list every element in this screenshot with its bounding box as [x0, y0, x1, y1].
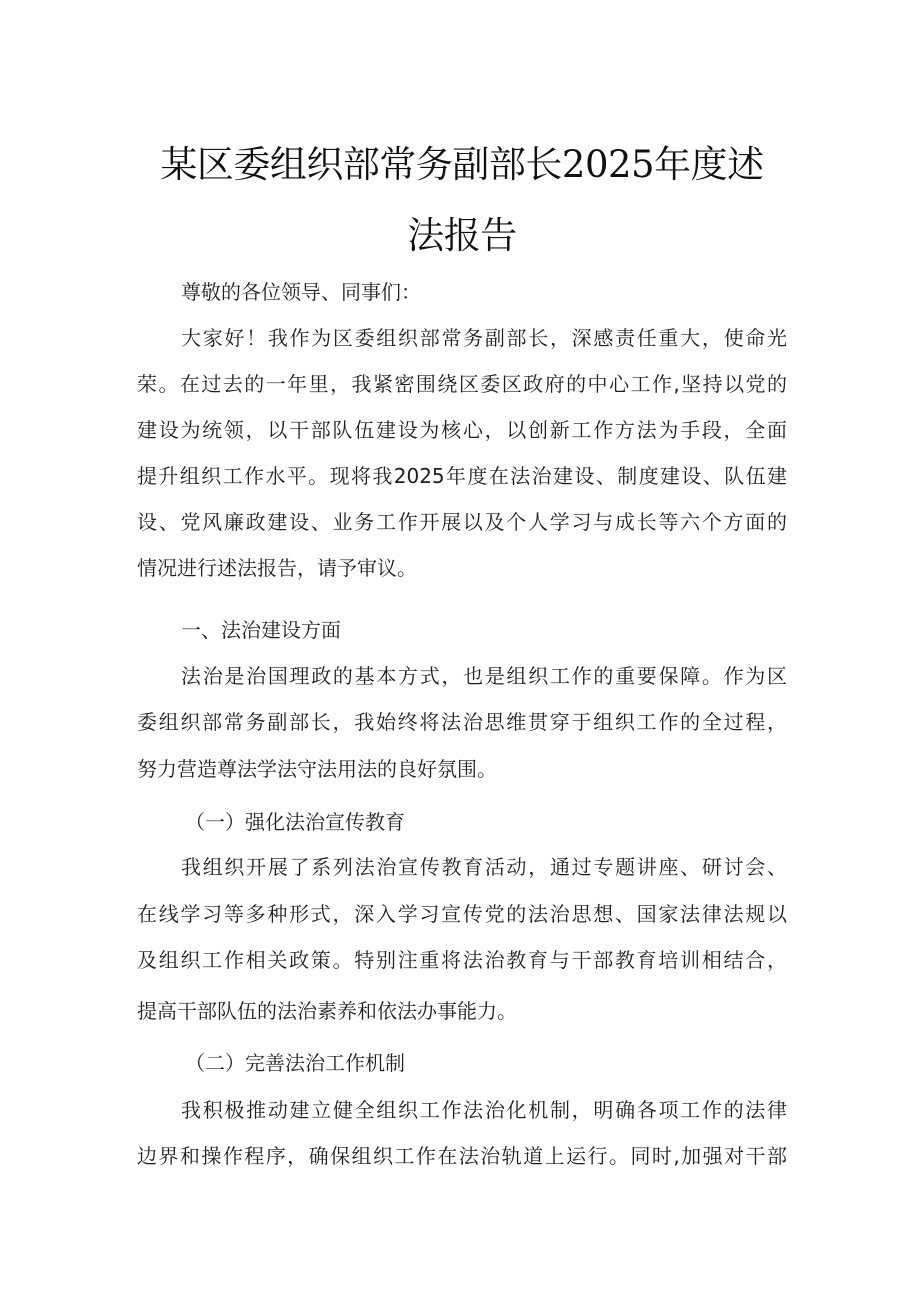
subsection-1-paragraph-line: 我组织开展了系列法治宣传教育活动，通过专题讲座、研讨会、: [181, 855, 787, 879]
subsection-1-paragraph-line: 及组织工作相关政策。特别注重将法治教育与干部教育培训相结合，: [137, 948, 787, 972]
section-1-paragraph-line: 委组织部常务副部长，我始终将法治思维贯穿于组织工作的全过程，: [137, 710, 787, 734]
document-title-line-1: 某区委组织部常务副部长2025年度述: [160, 143, 764, 186]
intro-paragraph-line: 建设为统领，以干部队伍建设为核心，以创新工作方法为手段，全面: [137, 418, 787, 442]
intro-paragraph-line: 大家好！我作为区委组织部常务副部长，深感责任重大，使命光: [181, 326, 787, 350]
salutation: 尊敬的各位领导、同事们：: [181, 280, 421, 304]
section-1-paragraph-line: 努力营造尊法学法守法用法的良好氛围。: [137, 757, 497, 781]
subsection-1-paragraph-line: 提高干部队伍的法治素养和依法办事能力。: [137, 999, 517, 1023]
subsection-1-heading: （一）强化法治宣传教育: [185, 810, 405, 834]
subsection-2-heading: （二）完善法治工作机制: [185, 1051, 405, 1075]
intro-paragraph-line: 情况进行述法报告，请予审议。: [137, 556, 417, 580]
intro-paragraph-line: 提升组织工作水平。现将我2025年度在法治建设、制度建设、队伍建: [137, 464, 787, 488]
document-title-line-2: 法报告: [407, 214, 517, 257]
subsection-1-paragraph-line: 在线学习等多种形式，深入学习宣传党的法治思想、国家法律法规以: [137, 902, 787, 926]
section-1-heading: 一、法治建设方面: [181, 618, 341, 642]
section-1-paragraph-line: 法治是治国理政的基本方式，也是组织工作的重要保障。作为区: [181, 664, 787, 688]
intro-paragraph-line: 荣。在过去的一年里，我紧密围绕区委区政府的中心工作,坚持以党的: [137, 372, 787, 396]
subsection-2-paragraph-line: 边界和操作程序，确保组织工作在法治轨道上运行。同时,加强对干部: [137, 1144, 787, 1168]
subsection-2-paragraph-line: 我积极推动建立健全组织工作法治化机制，明确各项工作的法律: [181, 1098, 787, 1122]
intro-paragraph-line: 设、党风廉政建设、业务工作开展以及个人学习与成长等六个方面的: [137, 510, 787, 534]
